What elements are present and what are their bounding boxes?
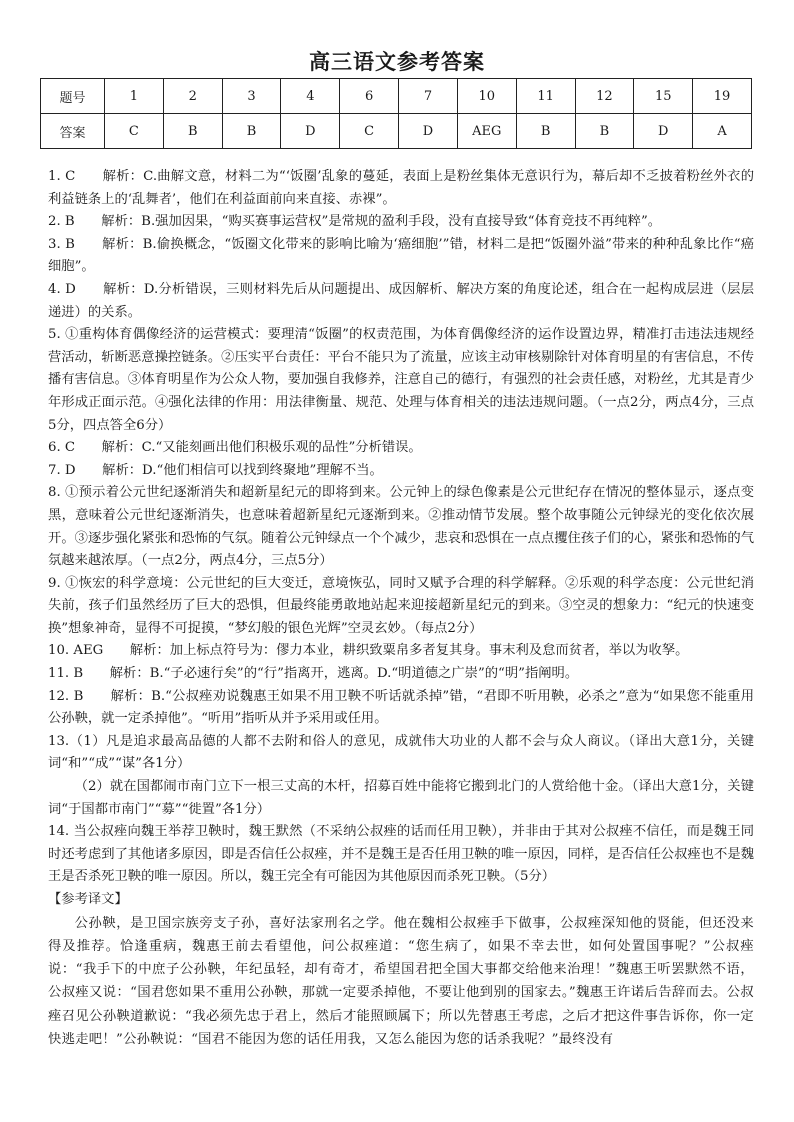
answer-cell: B	[575, 114, 634, 149]
explanation-paragraph: 12. B 解析：B.“公叔痤劝说魏惠王如果不用卫鞅不听话就杀掉”错，“君即不听用鞅，必杀之”意为“如果您不能重用公孙鞅，就一定杀掉他”。“听用”指听从并予采用或任用。	[48, 688, 754, 727]
answer-explanations	[48, 166, 754, 1051]
question-number: 10	[457, 79, 516, 114]
answer-cell: D	[399, 114, 458, 149]
explanation-paragraph: 13.（1）凡是追求最高品德的人都不去附和俗人的意见，成就伟大功业的人都不会与众人商议。（译出大意1分，关键词“和”“成”“谋”各1分）	[48, 733, 754, 772]
row-label-answer: 答案	[41, 114, 105, 149]
explanation-paragraph: 14. 当公叔痤向魏王举荐卫鞅时，魏王默然（不采纳公叔痤的话而任用卫鞅），并非由于其对公叔痤不信任，而是魏王同时还考虑到了其他诸多原因，即是否信任公叔痤，并不是魏王是否任用卫鞅的唯一原因，同样，是否信任公叔痤也不是魏王是否杀死卫鞅的唯一原因。所以，魏王完全有可能因为其他原因而杀死卫鞅。（5分）	[48, 824, 754, 885]
question-number: 4	[281, 79, 340, 114]
answer-cell: D	[281, 114, 340, 149]
answer-cell: B	[163, 114, 222, 149]
question-number: 6	[340, 79, 399, 114]
question-number: 2	[163, 79, 222, 114]
question-number: 1	[105, 79, 164, 114]
explanation-paragraph: 5. ①重构体育偶像经济的运营模式：要理清“饭圈”的权责范围，为体育偶像经济的运作设置边界，精准打击违法违规经营活动，斩断恶意操控链条。②压实平台责任：平台不能只为了流量，应该主动审核剔除针对体育明星的有害信息，不传播有害信息。③体育明星作为公众人物，要加强自我修养，注意自己的德行，有强烈的社会责任感，对粉丝，尤其是青少年形成正面示范。④强化法律的作用：用法律衡量、规范、处理与体育相关的违法违规问题。（一点2分，两点4分，三点5分，四点答全6分）	[48, 327, 754, 433]
explanation-paragraph: 7. D 解析：D.“他们相信可以找到终聚地”理解不当。	[48, 462, 383, 478]
explanation-paragraph: 6. C 解析：C.“又能刻画出他们积极乐观的品性”分析错误。	[48, 440, 422, 456]
answer-cell: AEG	[457, 114, 516, 149]
explanation-paragraph: 3. B 解析：B.偷换概念，“饭圈文化带来的影响比喻为‘癌细胞’”错，材料二是把“饭圈外溢”带来的种种乱象比作“癌细胞”。	[48, 236, 754, 275]
question-number-row	[41, 79, 752, 114]
explanation-paragraph: 4. D 解析：D.分析错误，三则材料先后从问题提出、成因解析、解决方案的角度论述，组合在一起构成层进（层层递进）的关系。	[48, 281, 754, 320]
question-number: 3	[222, 79, 281, 114]
answer-cell: C	[105, 114, 164, 149]
page-title: 高三语文参考答案	[309, 49, 485, 74]
explanation-paragraph: 11. B 解析：B.“子必速行矣”的“行”指离开，逃离。D.“明道德之广崇”的“明”指阐明。	[48, 666, 579, 682]
question-number: 19	[693, 79, 752, 114]
row-label-question: 题号	[41, 79, 105, 114]
explanation-paragraph: 10. AEG 解析：加上标点符号为：僇力本业，耕织致粟帛多者复其身。事末利及怠而贫者，举以为收孥。	[48, 643, 689, 659]
explanation-paragraph: （2）就在国都闹市南门立下一根三丈高的木杆，招募百姓中能将它搬到北门的人赏给他十金。（译出大意1分，关键词“于国都市南门”“募”“徙置”各1分）	[48, 779, 754, 817]
translation-heading: 【参考译文】	[48, 892, 128, 907]
explanation-paragraph: 2. B 解析：B.强加因果，“购买赛事运营权”是常规的盈利手段，没有直接导致“体育竞技不再纯粹”。	[48, 214, 662, 230]
answer-cell: A	[693, 114, 752, 149]
answer-cell: B	[222, 114, 281, 149]
explanation-paragraph: 8. ①预示着公元世纪逐渐消失和超新星纪元的即将到来。公元钟上的绿色像素是公元世纪存在情况的整体显示，逐点变黑，意味着公元世纪逐渐消失，也意味着超新星纪元逐渐到来。②推动情节发展。整个故事随公元钟绿光的变化依次展开。③逐步强化紧张和恐怖的气氛。随着公元钟绿点一个个减少，悲哀和恐惧在一点点攫住孩子们的心，紧张和恐怖的气氛越来越浓厚。（一点2分，两点4分，三点5分）	[48, 485, 754, 569]
question-number: 11	[516, 79, 575, 114]
translation-paragraph: 公孙鞅，是卫国宗族旁支子孙，喜好法家刑名之学。他在魏相公叔痤手下做事，公叔痤深知他的贤能，但还没来得及推荐。恰逢重病，魏惠王前去看望他，问公叔痤道：“您生病了，如果不幸去世，如何处置国事呢？”公叔痤说：“我手下的中庶子公孙鞅，年纪虽轻，却有奇才，希望国君把全国大事都交给他来治理！”魏惠王听罢默然不语，公叔痤又说：“国君您如果不重用公孙鞅，那就一定要杀掉他，不要让他到别的国家去。”魏惠王许诺后告辞而去。公叔痤召见公孙鞅道歉说：“我必须先忠于君上，然后才能照顾属下；所以先替惠王考虑，之后才把这件事告诉你，你一定快逃走吧！”公孙鞅说：“国君不能因为您的话任用我，又怎么能因为您的话杀我呢？”最终没有	[48, 915, 754, 1048]
question-number: 12	[575, 79, 634, 114]
answer-cell: B	[516, 114, 575, 149]
answer-cell: D	[634, 114, 693, 149]
question-number: 15	[634, 79, 693, 114]
answer-row	[41, 114, 752, 149]
answer-cell: C	[340, 114, 399, 149]
explanation-paragraph: 9. ①恢宏的科学意境：公元世纪的巨大变迁，意境恢弘，同时又赋予合理的科学解释。②乐观的科学态度：公元世纪消失前，孩子们虽然经历了巨大的恐惧，但最终能勇敢地站起来迎接超新星纪元的到来。③空灵的想象力：“纪元的快速变换”想象神奇，显得不可捉摸，“梦幻般的银色光辉”空灵玄妙。（每点2分）	[48, 575, 754, 636]
answer-table	[40, 78, 752, 149]
explanation-paragraph: 1. C 解析：C.曲解文意，材料二为“‘饭圈’乱象的蔓延，表面上是粉丝集体无意识行为，幕后却不乏披着粉丝外衣的利益链条上的‘乱舞者’，他们在利益面前向来直接、赤裸”。	[48, 169, 754, 207]
question-number: 7	[399, 79, 458, 114]
